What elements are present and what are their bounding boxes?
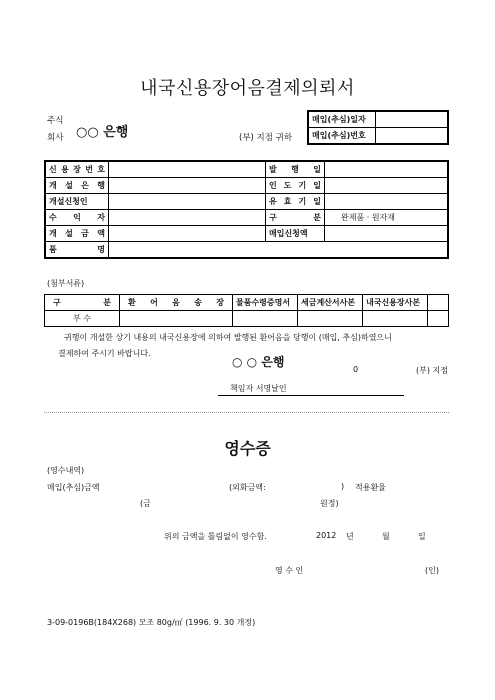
attachments-header-bill-invoice: 환 어 음 송 장 bbox=[120, 295, 233, 311]
purchase-date-field[interactable] bbox=[376, 111, 449, 128]
attachments-count-receipt[interactable] bbox=[233, 311, 298, 327]
beneficiary-field[interactable] bbox=[109, 210, 266, 226]
request-text-line2: 결제하여 주시기 바랍니다. bbox=[58, 349, 151, 358]
issue-date-label: 발 행 일 bbox=[266, 161, 325, 178]
attachments-count-bill[interactable] bbox=[120, 311, 233, 327]
foreign-amount-close: ) bbox=[341, 482, 345, 491]
attachments-count-label: 부 수 bbox=[45, 311, 120, 327]
receipt-confirm-text: 위의 금액을 틀림없이 영수함. bbox=[164, 532, 267, 541]
item-name-field[interactable] bbox=[109, 242, 449, 259]
addressee-branch: (부) 지점 귀하 bbox=[239, 133, 293, 143]
requesting-bank-code: 0 bbox=[353, 365, 359, 374]
expiry-date-label: 유 효 기 일 bbox=[266, 194, 325, 210]
company-prefix-line1: 주식 bbox=[47, 116, 64, 126]
receipt-details-caption: (영수내역) bbox=[47, 466, 85, 475]
purchase-number-label: 매입(추심)번호 bbox=[308, 128, 376, 145]
receipt-year-unit: 년 bbox=[346, 532, 354, 541]
attachments-header-blank bbox=[428, 295, 449, 311]
attachments-header-category: 구 분 bbox=[45, 295, 120, 311]
expiry-date-field[interactable] bbox=[325, 194, 449, 210]
attachments-count-lc[interactable] bbox=[363, 311, 428, 327]
form-code: 3-09-0196B(184X268) 모조 80g/㎡ (1996. 9. 30 개정) bbox=[47, 618, 256, 627]
opening-bank-field[interactable] bbox=[109, 178, 266, 194]
category-label: 구 분 bbox=[266, 210, 325, 226]
purchase-number-row bbox=[308, 128, 448, 145]
attachments-count-blank[interactable] bbox=[428, 311, 449, 327]
receipt-month-unit: 월 bbox=[382, 532, 390, 541]
attachments-header-lc-copy: 내국신용장사본 bbox=[363, 295, 428, 311]
receipt-amount-label: 매입(추심)금액 bbox=[47, 483, 100, 492]
receiver-label: 영 수 인 bbox=[275, 566, 304, 575]
won-amount-close: 원정) bbox=[320, 499, 339, 508]
receiver-seal: (인) bbox=[425, 566, 439, 575]
purchase-request-amount-field[interactable] bbox=[325, 226, 449, 242]
attachments-header-receipt-cert: 물품수령증명서 bbox=[233, 295, 298, 311]
table-row bbox=[45, 210, 448, 226]
purchase-request-amount-label: 매입신청액 bbox=[266, 226, 325, 242]
receipt-title: 영수증 bbox=[224, 439, 271, 458]
attachments-count-tax[interactable] bbox=[298, 311, 363, 327]
applicant-field[interactable] bbox=[109, 194, 266, 210]
applicant-label: 개설신청인 bbox=[45, 194, 109, 210]
won-amount-open: (금 bbox=[140, 499, 151, 508]
purchase-date-label: 매입(추심)일자 bbox=[308, 111, 376, 128]
purchase-date-row bbox=[308, 111, 448, 128]
opening-amount-field[interactable] bbox=[109, 226, 266, 242]
table-row bbox=[45, 161, 448, 178]
requesting-branch: (부) 지점 bbox=[416, 366, 448, 375]
attachments-count-row bbox=[45, 311, 449, 327]
opening-bank-label: 개 설 은 행 bbox=[45, 178, 109, 194]
foreign-amount-label: (외화금액: bbox=[229, 483, 266, 492]
attachments-table bbox=[44, 294, 449, 327]
attachments-header-row bbox=[45, 295, 449, 311]
table-row bbox=[45, 178, 448, 194]
attachments-header-tax-invoice: 세금계산서사본 bbox=[298, 295, 363, 311]
page-title: 내국신용장어음결제의뢰서 bbox=[140, 78, 355, 99]
company-prefix-line2: 회사 bbox=[47, 133, 64, 143]
signer-label: 책임자 서명날인 bbox=[230, 384, 287, 393]
item-name-label: 품 명 bbox=[45, 242, 109, 259]
request-text-line1: 귀행이 개설한 상기 내용의 내국신용장에 의하여 발행된 환어음을 당행이 (매입, 추심)하였으니 bbox=[64, 333, 392, 342]
letter-of-credit-table bbox=[44, 160, 449, 259]
category-options[interactable]: 완제품 · 원자재 bbox=[325, 210, 449, 226]
purchase-box bbox=[307, 110, 449, 145]
receipt-year: 2012 bbox=[316, 531, 337, 540]
issue-date-field[interactable] bbox=[325, 161, 449, 178]
delivery-date-field[interactable] bbox=[325, 178, 449, 194]
signature-line bbox=[218, 395, 404, 396]
section-divider bbox=[44, 412, 449, 413]
purchase-number-field[interactable] bbox=[376, 128, 449, 145]
table-row bbox=[45, 226, 448, 242]
table-row bbox=[45, 194, 448, 210]
delivery-date-label: 인 도 기 일 bbox=[266, 178, 325, 194]
opening-amount-label: 개 설 금 액 bbox=[45, 226, 109, 242]
beneficiary-label: 수 익 자 bbox=[45, 210, 109, 226]
requesting-bank-name: ○ ○ 은행 bbox=[232, 355, 285, 369]
attachments-caption: (첨부서류) bbox=[47, 279, 85, 288]
addressee-bank-name: ○○ 은행 bbox=[76, 125, 129, 140]
exchange-rate-label: 적용환율 bbox=[355, 483, 386, 492]
lc-number-field[interactable] bbox=[109, 161, 266, 178]
receipt-day-unit: 일 bbox=[418, 532, 426, 541]
lc-number-label: 신 용 장 번 호 bbox=[45, 161, 109, 178]
table-row bbox=[45, 242, 448, 259]
